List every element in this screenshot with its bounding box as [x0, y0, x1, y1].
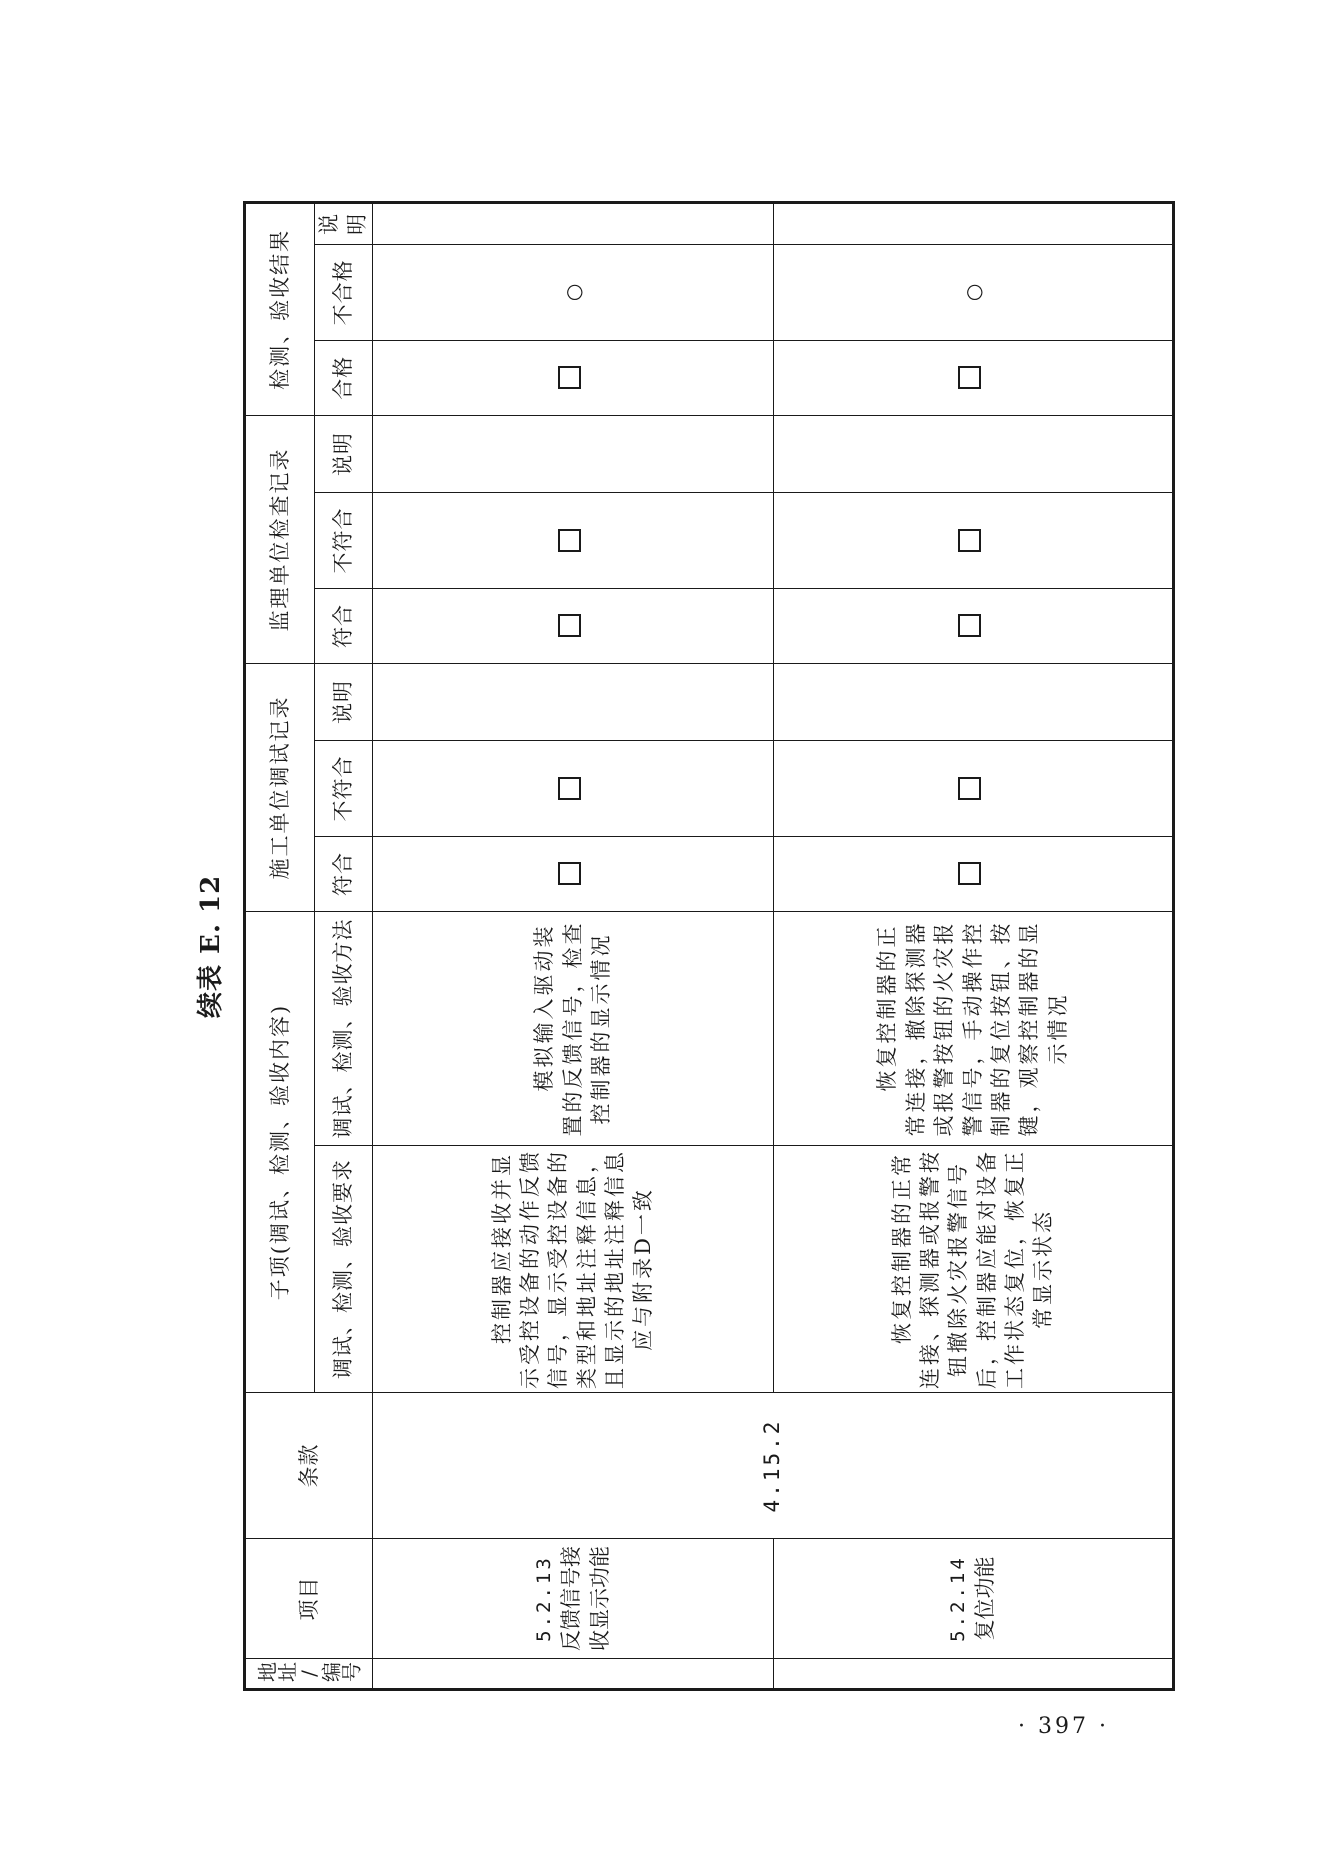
checkbox-supervision-nonconform[interactable] [372, 492, 773, 588]
checkbox-icon [558, 529, 581, 552]
address-cell[interactable] [372, 1659, 773, 1690]
supervision-note-cell[interactable] [372, 415, 773, 492]
checkbox-icon [558, 862, 581, 885]
checkbox-supervision-conform[interactable] [372, 588, 773, 663]
header-requirement: 调试、检测、验收要求 [315, 1146, 373, 1393]
checkbox-construction-conform[interactable] [773, 836, 1173, 911]
supervision-note-cell[interactable] [773, 415, 1173, 492]
header-subitem-group: 子项(调试、检测、验收内容) [245, 911, 315, 1392]
method-cell: 模拟输入驱动装置的反馈信号，检查控制器的显示情况 [372, 911, 773, 1145]
checkbox-icon [558, 614, 581, 637]
checkbox-construction-nonconform[interactable] [773, 740, 1173, 836]
clause-cell: 4.15.2 [372, 1393, 1173, 1539]
checkbox-icon [958, 614, 981, 637]
project-cell: 5.2.13 反馈信号接收显示功能 [372, 1539, 773, 1659]
checkbox-construction-nonconform[interactable] [372, 740, 773, 836]
header-inspection-note: 说明 [315, 202, 373, 244]
checkbox-icon [558, 777, 581, 800]
requirement-cell: 控制器应接收并显示受控设备的动作反馈信号，显示受控设备的类型和地址注释信息，且显示的地址注释信息应与附录D一致 [372, 1146, 773, 1393]
checkbox-icon [958, 366, 981, 389]
checkbox-supervision-conform[interactable] [773, 588, 1173, 663]
header-supervision-group: 监理单位检查记录 [245, 415, 315, 663]
header-construction-group: 施工单位调试记录 [245, 663, 315, 911]
inspection-table [243, 201, 1175, 1691]
checkbox-icon [958, 529, 981, 552]
checkbox-icon [958, 862, 981, 885]
radio-inspection-unqualified[interactable] [773, 244, 1173, 340]
rotated-form-container [243, 204, 1157, 1691]
header-inspection-qualified: 合格 [315, 340, 373, 415]
construction-note-cell[interactable] [773, 663, 1173, 740]
header-supervision-nonconform: 不符合 [315, 492, 373, 588]
page-number: · 397 · [1018, 1714, 1109, 1739]
project-cell: 5.2.14 复位功能 [773, 1539, 1173, 1659]
radio-inspection-unqualified[interactable] [372, 244, 773, 340]
checkbox-icon [958, 777, 981, 800]
checkbox-construction-conform[interactable] [372, 836, 773, 911]
checkbox-inspection-qualified[interactable] [372, 340, 773, 415]
requirement-cell: 恢复控制器的正常连接、探测器或报警按钮撤除火灾报警信号后，控制器应能对设备工作状态复位，恢复正常显示状态 [773, 1146, 1173, 1393]
header-construction-conform: 符合 [315, 836, 373, 911]
circle-icon: ○ [560, 283, 585, 302]
circle-icon: ○ [960, 283, 985, 302]
header-construction-note: 说明 [315, 663, 373, 740]
checkbox-supervision-nonconform[interactable] [773, 492, 1173, 588]
header-construction-nonconform: 不符合 [315, 740, 373, 836]
address-cell[interactable] [773, 1659, 1173, 1690]
header-supervision-conform: 符合 [315, 588, 373, 663]
header-method: 调试、检测、验收方法 [315, 911, 373, 1145]
construction-note-cell[interactable] [372, 663, 773, 740]
checkbox-icon [558, 366, 581, 389]
header-inspection-group: 检测、验收结果 [245, 202, 315, 415]
header-supervision-note: 说明 [315, 415, 373, 492]
table-row [372, 202, 773, 1689]
page-title: 续表 E. 12 [196, 874, 226, 1018]
checkbox-inspection-qualified[interactable] [773, 340, 1173, 415]
method-cell: 恢复控制器的正常连接，撤除探测器或报警按钮的火灾报警信号，手动操作控制器的复位按钮、按键，观察控制器的显示情况 [773, 911, 1173, 1145]
header-address-id: 地址/编号 [245, 1659, 373, 1690]
header-inspection-unqualified: 不合格 [315, 244, 373, 340]
inspection-note-cell[interactable] [773, 202, 1173, 244]
inspection-note-cell[interactable] [372, 202, 773, 244]
header-clause: 条款 [245, 1393, 373, 1539]
header-project: 项目 [245, 1539, 373, 1659]
